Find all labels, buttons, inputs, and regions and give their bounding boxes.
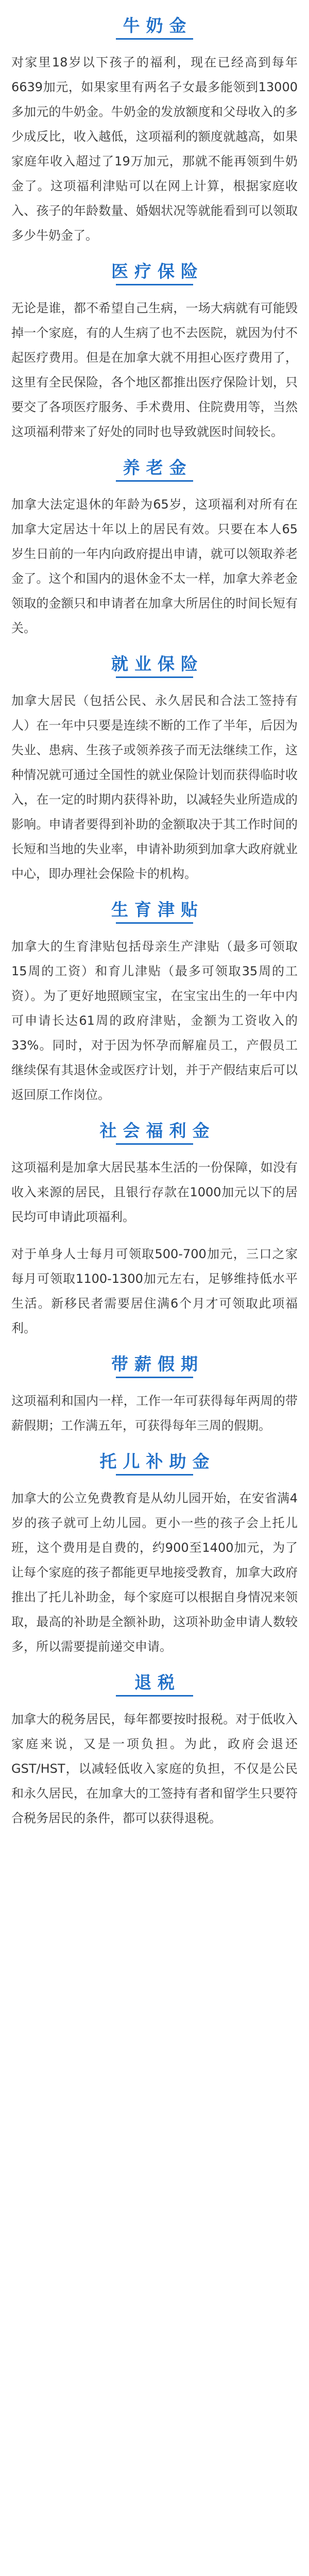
section-heading bbox=[0, 1353, 309, 1378]
benefit-section bbox=[0, 260, 309, 444]
section-paragraph: 对家里18岁以下孩子的福利，现在已经高到每年6639加元，如果家里有两名子女最多能领到13000多加元的牛奶金。牛奶金的发放额度和父母收入的多少成反比，收入越低，这项福利的额度就越高，如果家庭年收入超过了19万加元，那就不能再领到牛奶金了。这项福利津贴可以在网上计算，根据家庭收入、孩子的年龄数量、婚姻状况等就能看到可以领取多少牛奶金了。 bbox=[11, 55, 298, 243]
section-title: 托儿补助金 bbox=[99, 1451, 216, 1471]
section-title: 生育津贴 bbox=[111, 900, 204, 920]
section-title: 带薪假期 bbox=[111, 1354, 204, 1374]
benefit-section bbox=[0, 1353, 309, 1438]
benefit-section bbox=[0, 653, 309, 886]
section-title: 社会福利金 bbox=[99, 1121, 216, 1141]
section-paragraph: 无论是谁，都不希望自己生病，一场大病就有可能毁掉一个家庭，有的人生病了也不去医院，就因为付不起医疗费用。但是在加拿大就不用担心医疗费用了，这里有全民保险，各个地区都推出医疗保险计划，只要交了各项医疗服务、手术费用、住院费用等，当然这项福利带来了好处的同时也导致就医时间较长。 bbox=[11, 301, 298, 439]
section-title: 医疗保险 bbox=[111, 261, 204, 281]
section-heading bbox=[0, 260, 309, 285]
section-heading bbox=[0, 1120, 309, 1145]
title-underline bbox=[116, 1474, 193, 1476]
section-title: 牛奶金 bbox=[123, 15, 193, 36]
benefit-section bbox=[0, 899, 309, 1107]
title-underline bbox=[116, 1143, 193, 1145]
section-title: 退税 bbox=[134, 1672, 181, 1692]
title-underline bbox=[116, 922, 193, 924]
section-paragraph: 这项福利是加拿大居民基本生活的一份保障，如没有收入来源的居民，且银行存款在1000加元以下的居民均可申请此项福利。 bbox=[11, 1160, 298, 1224]
section-paragraph: 加拿大法定退休的年龄为65岁，这项福利对所有在加拿大定居达十年以上的居民有效。只要在本人65岁生日前的一年内向政府提出申请，就可以领取养老金了。这个和国内的退休金不太一样，加拿大养老金领取的金额只和申请者在加拿大所居住的时间长短有关。 bbox=[11, 497, 298, 635]
title-underline bbox=[116, 1695, 193, 1697]
benefit-section bbox=[0, 14, 309, 248]
section-paragraph: 加拿大的公立免费教育是从幼儿园开始，在安省满4岁的孩子就可上幼儿园。更小一些的孩子会上托儿班，这个费用是自费的，约900至1400加元，为了让每个家庭的孩子都能更早地接受教育，加拿大政府推出了托儿补助金，每个家庭可以根据自身情况来领取，最高的补助是全额补助，这项补助金申请人数较多，所以需要提前递交申请。 bbox=[11, 1491, 298, 1654]
section-paragraph: 加拿大居民（包括公民、永久居民和合法工签持有人）在一年中只要是连续不断的工作了半年，后因为失业、患病、生孩子或领养孩子而无法继续工作，这种情况就可通过全国性的就业保险计划而获得临时收入，在一定的时期内获得补助，以减轻失业所造成的影响。申请者要得到补助的金额取决于其工作时间的长短和当地的失业率，申请补助须到加拿大政府就业中心，即办理社会保险卡的机构。 bbox=[11, 693, 298, 881]
title-underline bbox=[116, 284, 193, 285]
section-paragraph: 加拿大的生育津贴包括母亲生产津贴（最多可领取15周的工资）和育儿津贴（最多可领取35周的工资）。为了更好地照顾宝宝，在宝宝出生的一年中内可申请长达61周的政府津贴，金额为工资收入的33%。同时，对于因为怀孕而解雇员工，产假员工继续保有其退休金或医疗计划，并于产假结束后可以返回原工作岗位。 bbox=[11, 939, 298, 1102]
benefit-section bbox=[0, 1671, 309, 1831]
title-underline bbox=[116, 38, 193, 40]
section-paragraph: 这项福利和国内一样，工作一年可获得每年两周的带薪假期；工作满五年，可获得每年三周的假期。 bbox=[11, 1394, 298, 1433]
section-heading bbox=[0, 899, 309, 924]
section-heading bbox=[0, 456, 309, 482]
section-heading bbox=[0, 14, 309, 40]
section-title: 就业保险 bbox=[111, 654, 204, 674]
section-title: 养老金 bbox=[123, 457, 193, 478]
section-paragraph: 加拿大的税务居民，每年都要按时报税。对于低收入家庭来说，又是一项负担。为此，政府会退还GST/HST，以减轻低收入家庭的负担，不仅是公民和永久居民，在加拿大的工签持有者和留学生只要符合税务居民的条件，都可以获得退税。 bbox=[11, 1712, 298, 1825]
section-heading bbox=[0, 1450, 309, 1476]
section-heading bbox=[0, 1671, 309, 1697]
benefit-section bbox=[0, 1120, 309, 1341]
section-paragraph: 对于单身人士每月可领取500-700加元，三口之家每月可领取1100-1300加元左右，足够维持低水平生活。新移民者需要居住满6个月才可领取此项福利。 bbox=[11, 1247, 298, 1335]
benefit-section bbox=[0, 456, 309, 640]
title-underline bbox=[116, 480, 193, 482]
section-heading bbox=[0, 653, 309, 678]
benefit-section bbox=[0, 1450, 309, 1659]
title-underline bbox=[116, 1377, 193, 1378]
title-underline bbox=[116, 676, 193, 678]
